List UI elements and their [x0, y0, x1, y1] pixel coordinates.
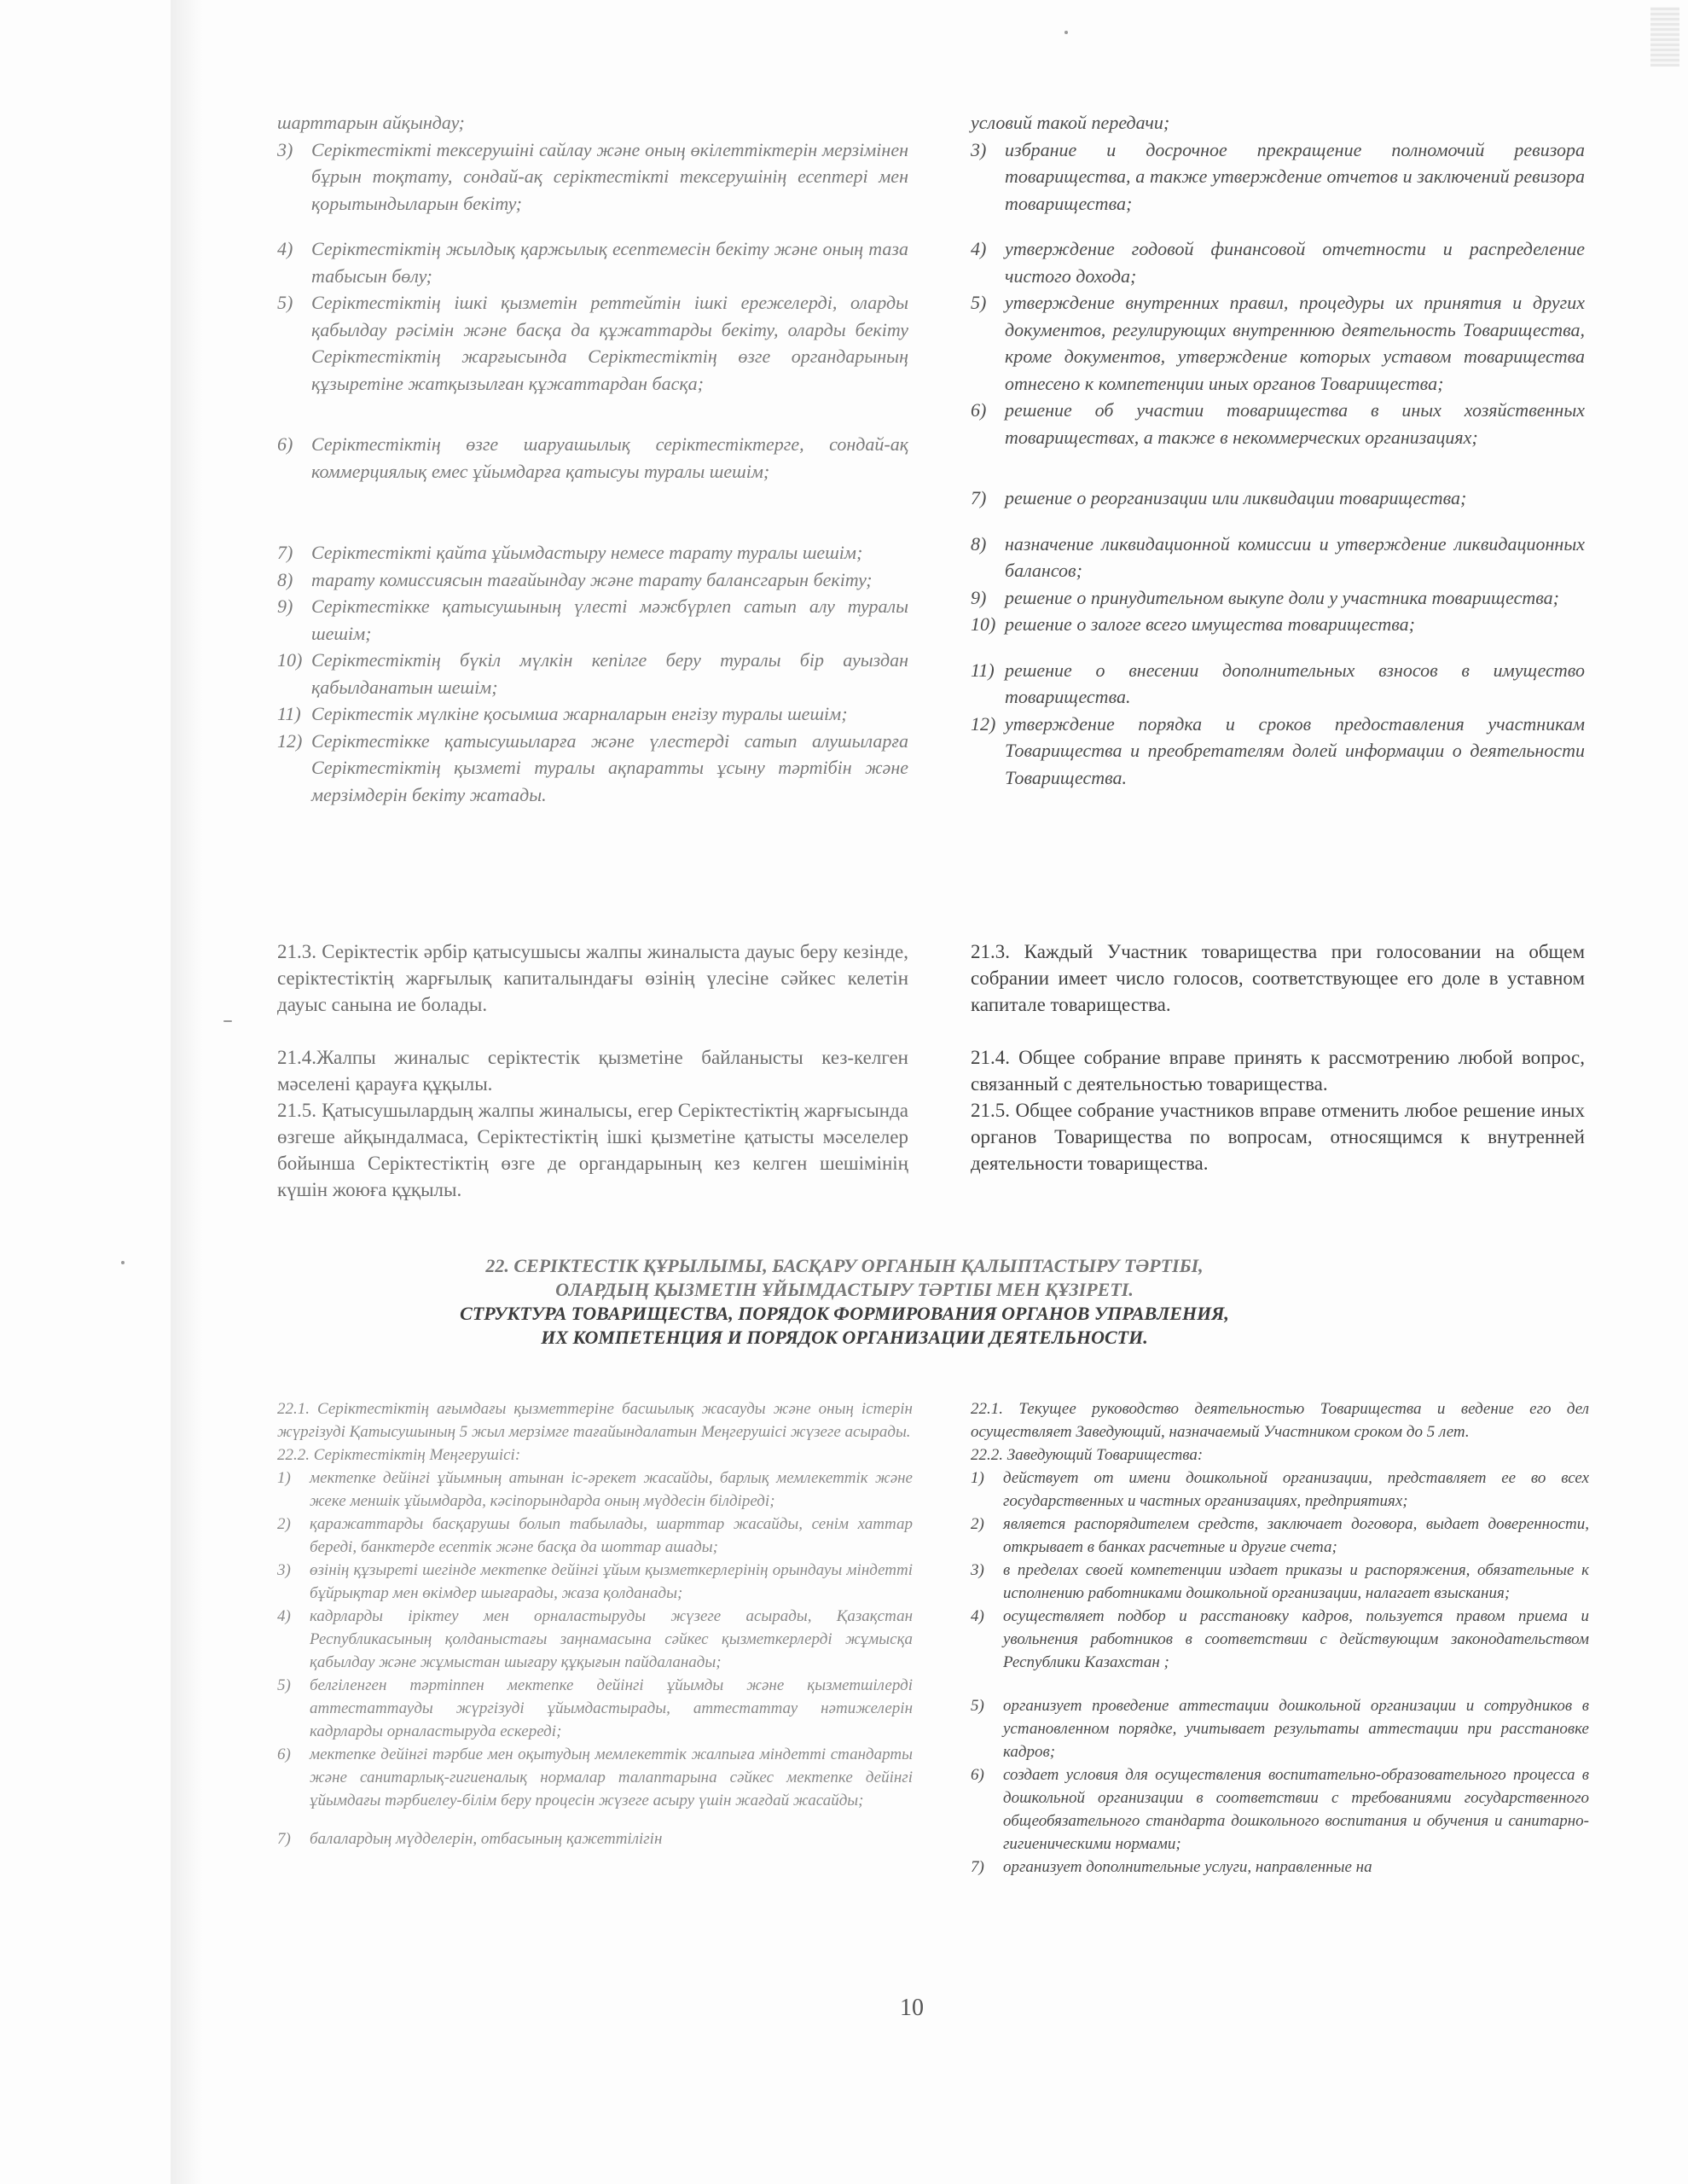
list-item: 7) Серіктестікті қайта ұйымдастыру немесе тарату туралы шешім;	[277, 542, 863, 563]
list-item: 11) Серіктестік мүлкіне қосымша жарналарын енгізу туралы шешім;	[277, 703, 848, 724]
list-item: 9) решение о принудительном выкупе доли у участника товарищества;	[971, 586, 1559, 608]
list-item: 12) утверждение порядка и сроков предоставления участникам Товарищества и преобретателям долей информации о деятельности Товарищества.	[971, 712, 1585, 788]
list-item: 4) осуществляет подбор и расстановку кадров, пользуется правом приема и увольнения работников в соответствии с действующим законодательством Республики Казахстан ;	[971, 1607, 1589, 1671]
list-item: 10) Серіктестіктің бүкіл мүлкін кепілге беру туралы бір ауыздан қабылданатын шешім;	[277, 649, 908, 698]
list-item: 6) решение об участии товарищества в иных хозяйственных товариществах, а также в некоммерческих организациях;	[971, 399, 1585, 448]
clause-21-3-ru: 21.3. Каждый Участник товарищества при голосовании на общем собрании имеет число голосов, соответствующее его доле в уставном капитале товарищества.	[971, 941, 1585, 1015]
list-item: 6) Серіктестіктің өзге шаруашылық серіктестіктерге, сондай-ақ коммерциялық емес ұйымдарға қатысуы туралы шешім;	[277, 433, 908, 482]
clause-21-4-ru: 21.4. Общее собрание вправе принять к рассмотрению любой вопрос, связанный с деятельностью товарищества.	[971, 1047, 1585, 1095]
clause-21-4-kz: 21.4.Жалпы жиналыс серіктестік қызметіне байланысты кез-келген мәселені қарауға құқылы.	[277, 1047, 908, 1095]
page-number: 10	[900, 1995, 924, 2021]
section-22-right-ru	[971, 1397, 1589, 1879]
list-item: 5) белгіленген тәртіппен мектепке дейінгі ұйымды және қызметшілерді аттестаттауды жүргізуді ұйымдастырады, аттестаттау нәтижелерін кадрларды орналастыруда ескереді;	[277, 1676, 913, 1740]
list-item: 3) Серіктестікті тексерушіні сайлау және оның өкілеттіктерін мерзімінен бұрын тоқтату, сондай-ақ серіктестікті тексерушінің есептері мен қорытындыларын бекіту;	[277, 138, 908, 214]
list-item: 1) мектепке дейінгі ұйымның атынан іс-әрекет жасайды, барлық мемлекеттік және жеке меншік ұйымдарда, кәсіпорындарда оның мүддесін білдіреді;	[277, 1469, 913, 1510]
list-item: 2) является распорядителем средств, заключает договора, выдает доверенности, открывает в банках расчетные и другие счета;	[971, 1515, 1589, 1556]
list-item: 1) действует от имени дошкольной организации, представляет ее во всех государственных и частных организациях, предприятиях;	[971, 1469, 1589, 1510]
right-clauses-21	[971, 938, 1585, 1203]
list-item: 8) тарату комиссиясын тағайындау және тарату балансгарын бекіту;	[277, 568, 873, 590]
list-item: 3) избрание и досрочное прекращение полномочий ревизора товарищества, а также утверждение отчетов и заключений ревизора товарищества;	[971, 138, 1585, 214]
list-item: 6) создает условия для осуществления воспитательно-образовательного процесса в дошкольной организации в соответствии с требованиями государственного общеобязательного стандарта дошкольного воспитания и обучения и санитарно-гигиеническими нормами;	[971, 1766, 1589, 1853]
heading-ru-line-2: ИХ КОМПЕТЕНЦИЯ И ПОРЯДОК ОРГАНИЗАЦИИ ДЕЯТЕЛЬНОСТИ.	[541, 1327, 1148, 1348]
left-clauses-21	[277, 938, 908, 1229]
list-item: 4) Серіктестіктің жылдық қаржылық есептемесін бекіту және оның таза табысын бөлу;	[277, 238, 908, 287]
list-item: 11) решение о внесении дополнительных взносов в имущество товарищества.	[971, 659, 1585, 707]
list-item: 12) Серіктестікке қатысушыларға және үлестерді сатып алушыларға Серіктестіктің қызметі туралы ақпаратты ұсыну тәртібін және мерзімдерін бекіту жатады.	[277, 729, 908, 805]
clause-22-2-kz: 22.2. Серіктестіктің Меңгерушісі:	[277, 1446, 521, 1464]
left-intro: шарттарын айқындау;	[277, 112, 465, 133]
section-22-heading	[281, 1254, 1407, 1350]
list-item: 9) Серіктестікке қатысушының үлесті мәжбүрлеп сатып алу туралы шешім;	[277, 595, 908, 644]
list-item: 7) организует дополнительные услуги, направленные на	[971, 1858, 1372, 1876]
list-item: 4) кадрларды іріктеу мен орналастыруды жүзеге асырады, Қазақстан Республикасының қолданыстағы заңнамасына сәйкес қызметкерлерді жұмысқа қабылдау және жұмыстан шығару құқығын пайдаланады;	[277, 1607, 913, 1671]
list-item: 4) утверждение годовой финансовой отчетности и распределение чистого дохода;	[971, 238, 1585, 287]
list-item: 8) назначение ликвидационной комиссии и утверждение ликвидационных балансов;	[971, 532, 1585, 581]
clause-21-3-kz: 21.3. Серіктестік әрбір қатысушысы жалпы жиналыста дауыс беру кезінде, серіктестіктің жарғылық капиталындағы өзінің үлесіне сәйкес келетін дауыс санына ие болады.	[277, 941, 908, 1015]
list-item: 7) балалардың мүдделерін, отбасының қажеттілігін	[277, 1830, 663, 1848]
heading-kz-line-1: 22. СЕРІКТЕСТІК ҚҰРЫЛЫМЫ, БАСҚАРУ ОРГАНЫН ҚАЛЫПТАСТЫРУ ТӘРТІБІ,	[485, 1255, 1204, 1276]
clause-22-1-kz: 22.1. Серіктестіктің ағымдағы қызметтеріне басшылық жасауды және оның істерін жүргізуді Қатысушының 5 жыл мерзімге тағайындалатын Меңгерушісі жүзеге асырады.	[277, 1400, 913, 1441]
scan-speck	[1064, 31, 1068, 34]
list-item: 2) қаражаттарды басқарушы болып табылады, шарттар жасайды, сенім хаттар береді, банктерде есептік және басқа да шоттар ашады;	[277, 1515, 913, 1556]
scan-shadow	[171, 0, 203, 2184]
list-item: 7) решение о реорганизации или ликвидации товарищества;	[971, 487, 1467, 508]
clause-22-1-ru: 22.1. Текущее руководство деятельностью Товарищества и ведение его дел осуществляет Заведующий, назначаемый Участником сроком до 5 лет.	[971, 1400, 1589, 1441]
clause-21-5-kz: 21.5. Қатысушылардың жалпы жиналысы, егер Серіктестіктің жарғысында өзгеше айқындалмаса, Серіктестіктің ішкі қызметіне қатысты мәселелер бойынша Серіктестіктің өзге де органдарының кез келген шешімінің күшін жоюға құқылы.	[277, 1100, 908, 1200]
right-intro: условий такой передачи;	[971, 112, 1170, 133]
scanner-corner-mark	[1650, 7, 1679, 67]
list-item: 3) в пределах своей компетенции издает приказы и распоряжения, обязательные к исполнению работниками дошкольной организации, налагает взыскания;	[971, 1561, 1589, 1602]
list-item: 5) организует проведение аттестации дошкольной организации и сотрудников в установленном порядке, учитывает результаты аттестации при расстановке кадров;	[971, 1697, 1589, 1761]
list-item: 6) мектепке дейінгі тәрбие мен оқытудың мемлекеттік жалпыға міндетті стандарты және санитарлық-гигиеналық нормалар талаптарына сәйкес мектепке дейінгі ұйымдағы тәрбиелеу-білім беру процесін жүзеге асыру үшін жағдай жасайды;	[277, 1745, 913, 1809]
heading-kz-line-2: ОЛАРДЫҢ ҚЫЗМЕТІН ҰЙЫМДАСТЫРУ ТӘРТІБІ МЕН ҚҰЗІРЕТІ.	[555, 1279, 1134, 1300]
right-column-ru	[971, 109, 1585, 791]
list-item: 10) решение о залоге всего имущества товарищества;	[971, 613, 1415, 635]
scan-speck	[223, 1020, 232, 1022]
section-22-left-kz	[277, 1397, 913, 1850]
list-item: 5) Серіктестіктің ішкі қызметін реттейтін ішкі ережелерді, оларды қабылдау рәсімін және басқа да құжаттарды бекіту, оларды бекіту Серіктестіктің жарғысында Серіктестіктің өзге органдарының құзыретіне жатқызылған құжаттардан басқа;	[277, 292, 908, 394]
list-item: 3) өзінің құзыреті шегінде мектепке дейінгі ұйым қызметкерлерінің орындауы міндетті бұйрықтар мен өкімдер шығарады, жаза қолданады;	[277, 1561, 913, 1602]
clause-21-5-ru: 21.5. Общее собрание участников вправе отменить любое решение иных органов Товарищества по вопросам, относящимся к внутренней деятельности товарищества.	[971, 1100, 1585, 1174]
heading-ru-line-1: СТРУКТУРА ТОВАРИЩЕСТВА, ПОРЯДОК ФОРМИРОВАНИЯ ОРГАНОВ УПРАВЛЕНИЯ,	[460, 1303, 1229, 1324]
left-column-kz	[277, 109, 908, 808]
scan-speck	[121, 1261, 125, 1264]
clause-22-2-ru: 22.2. Заведующий Товарищества:	[971, 1446, 1204, 1464]
list-item: 5) утверждение внутренних правил, процедуры их принятия и других документов, регулирующих внутреннюю деятельность Товарищества, кроме документов, утверждение которых уставом товарищества отнесено к компетенции иных органов Товарищества;	[971, 292, 1585, 394]
